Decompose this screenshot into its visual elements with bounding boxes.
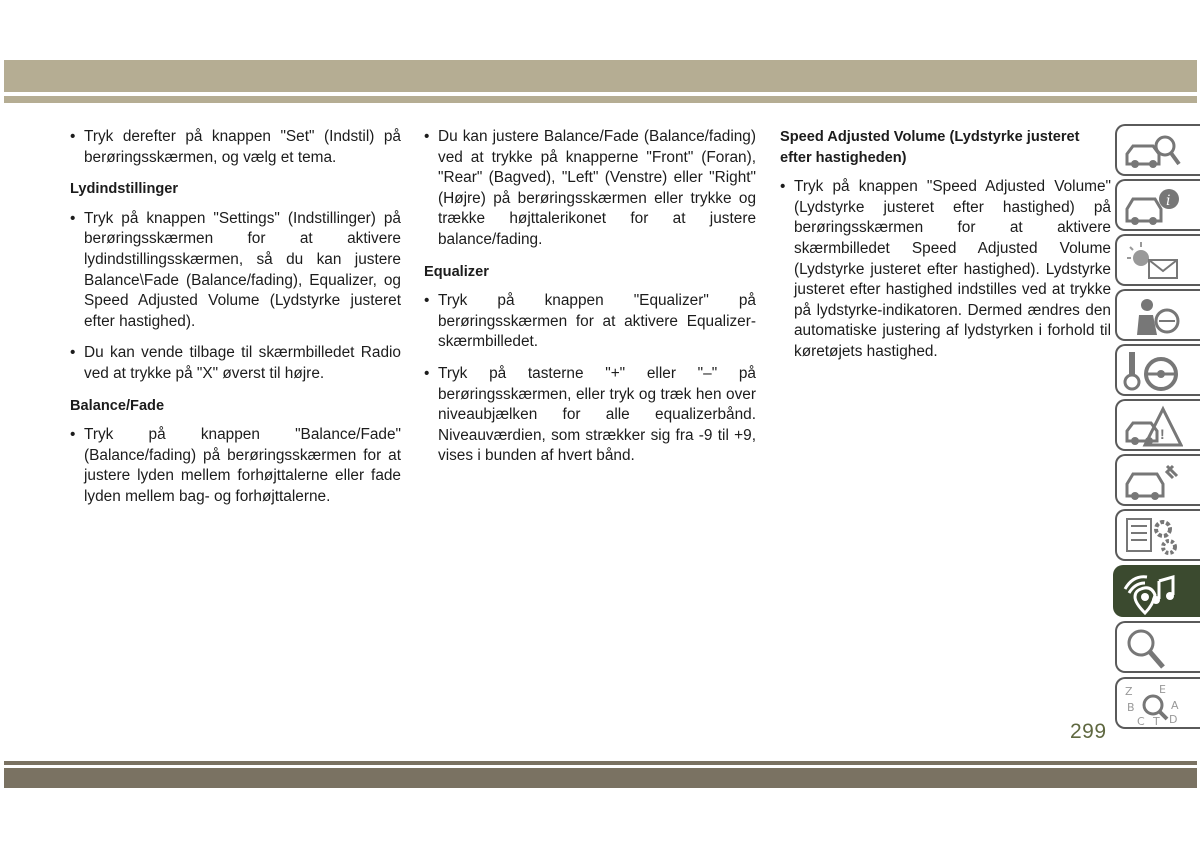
bullet-item: • Tryk på knappen "Settings" (Indstillinger) på berøringsskærmen for at aktivere lydindstillingsskærmen, så du kan justere Balance\Fade (Balance/fading), Equalizer, og Speed Adjusted Volume (Lydstyrke justeret efter hastighed). bbox=[70, 209, 401, 333]
light-message-icon bbox=[1123, 240, 1183, 284]
list-gears-icon bbox=[1123, 515, 1183, 559]
svg-text:!: ! bbox=[1160, 426, 1165, 442]
index-letter: E bbox=[1159, 683, 1166, 696]
index-letter: C bbox=[1137, 715, 1145, 727]
tab-car-search[interactable] bbox=[1115, 124, 1200, 176]
car-service-icon bbox=[1123, 460, 1183, 504]
section-heading: Speed Adjusted Volume (Lydstyrke justeret efter hastigheden) bbox=[780, 129, 1080, 166]
bullet-item: • Tryk på tasterne "+" eller "–" på berøringsskærmen, eller tryk og træk hen over niveaubjælken for alle equalizerbånd. Niveauværdien, som strækker sig fra -9 til +9, vises i bunden af hvert bånd. bbox=[424, 364, 756, 467]
footer-rule bbox=[4, 761, 1197, 765]
section-heading: Lydindstillinger bbox=[70, 181, 179, 198]
index-letter: B bbox=[1127, 701, 1135, 714]
header-rule bbox=[4, 96, 1197, 103]
column-2 bbox=[424, 127, 756, 478]
bullet-item: • Tryk på knappen "Equalizer" på berøringsskærmen for at aktivere Equalizer-skærmbilledet. bbox=[424, 291, 756, 353]
car-warning-icon bbox=[1123, 405, 1183, 449]
index-letter: Z bbox=[1125, 685, 1133, 698]
tab-person-airbag[interactable] bbox=[1115, 289, 1200, 341]
column-3 bbox=[780, 127, 1111, 374]
key-steering-wheel-icon bbox=[1123, 350, 1183, 394]
tab-list-gears[interactable] bbox=[1115, 509, 1200, 561]
tab-search[interactable] bbox=[1115, 621, 1200, 673]
index-letter: D bbox=[1169, 713, 1178, 726]
header-band bbox=[4, 60, 1197, 92]
page-number: 299 bbox=[1070, 720, 1107, 743]
person-airbag-icon bbox=[1123, 295, 1183, 339]
car-search-icon bbox=[1123, 130, 1183, 174]
tab-car-warning[interactable] bbox=[1115, 399, 1200, 451]
index-icon bbox=[1123, 683, 1185, 727]
bullet-item: • Tryk på knappen "Balance/Fade" (Balance/fading) på berøringsskærmen for at justere lyden mellem forhøjttalerne eller fade lyden mellem bag- og forhøjttalerne. bbox=[70, 425, 401, 507]
index-letter: T bbox=[1153, 715, 1160, 727]
tab-car-info[interactable] bbox=[1115, 179, 1200, 231]
tab-car-service[interactable] bbox=[1115, 454, 1200, 506]
tab-light-message[interactable] bbox=[1115, 234, 1200, 286]
bullet-item: • Tryk derefter på knappen "Set" (Indstil) på berøringsskærmen, og vælg et tema. bbox=[70, 127, 401, 168]
bullet-item: • Du kan vende tilbage til skærmbilledet Radio ved at trykke på "X" øverst til højre. bbox=[70, 343, 401, 384]
index-letter: A bbox=[1171, 699, 1179, 712]
footer-band bbox=[4, 768, 1197, 788]
car-info-icon bbox=[1123, 185, 1183, 229]
svg-text:i: i bbox=[1166, 193, 1171, 209]
column-1 bbox=[70, 127, 401, 519]
section-heading: Equalizer bbox=[424, 263, 489, 280]
tab-multimedia[interactable] bbox=[1113, 565, 1200, 617]
section-heading: Balance/Fade bbox=[70, 397, 165, 414]
multimedia-icon bbox=[1121, 571, 1183, 615]
tab-key-steering[interactable] bbox=[1115, 344, 1200, 396]
bullet-item: • Du kan justere Balance/Fade (Balance/fading) ved at trykke på knapperne "Front" (Foran), "Rear" (Bagved), "Left" (Venstre) eller "Right" (Højre) på berøringsskærmen eller trykke og trække højttalerikonet for at justere balance/fading. bbox=[424, 127, 756, 251]
tab-index[interactable] bbox=[1115, 677, 1200, 729]
search-icon bbox=[1123, 627, 1183, 671]
bullet-item: • Tryk på knappen "Speed Adjusted Volume" (Lydstyrke justeret efter hastighed) på berøringsskærmen for at aktivere skærmbilledet Speed Adjusted Volume (Lydstyrke justeret efter hastighed). Lydstyrke justeret efter hastighed indstilles ved at trykke på lydstyrke-indikatoren. Dermed ændres den automatiske justering af lydstyrken i forhold til køretøjets hastighed. bbox=[780, 177, 1111, 362]
